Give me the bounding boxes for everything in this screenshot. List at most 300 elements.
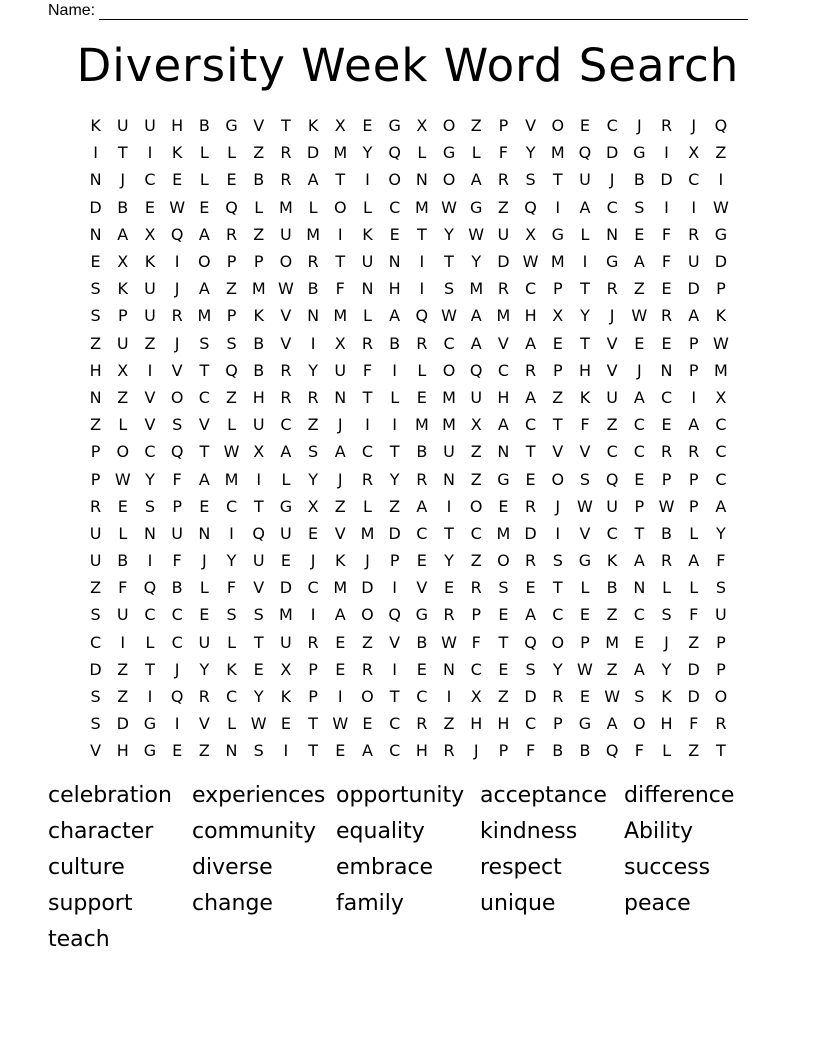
grid-letter: E [443,578,455,598]
grid-letter: P [471,605,482,625]
grid-letter: Z [117,387,129,407]
grid-letter: Q [524,632,537,652]
grid-letter: H [470,714,483,734]
grid-letter: L [580,578,590,598]
grid-letter: J [691,116,697,136]
grid-letter: Q [578,143,592,163]
grid-letter: K [171,143,183,163]
grid-letter: I [392,578,398,598]
grid-letter: D [89,197,102,217]
grid-letter: N [89,387,102,407]
grid-letter: R [606,279,618,299]
grid-letter: E [525,578,536,598]
grid-letter: V [579,442,591,462]
grid-letter: R [90,496,102,516]
grid-letter: C [198,387,210,407]
grid-letter: Z [688,632,700,652]
grid-letter: Q [469,360,483,380]
grid-letter: D [524,523,537,543]
grid-letter: S [443,279,455,299]
grid-letter: C [470,659,482,679]
grid-letter: T [498,632,509,652]
grid-letter: C [470,523,482,543]
grid-letter: Y [145,469,155,489]
grid-letter: Y [525,143,536,163]
grid-letter: Z [90,333,102,353]
grid-letter: Y [552,659,563,679]
grid-letter: J [174,659,180,679]
grid-letter: N [497,442,510,462]
grid-letter: U [144,279,156,299]
grid-letter: I [392,659,398,679]
grid-letter: I [310,333,316,353]
grid-letter: E [199,605,210,625]
grid-letter: K [226,659,237,679]
grid-letter: Z [226,387,238,407]
grid-letter: T [362,387,373,407]
grid-letter: I [691,387,697,407]
grid-letter: W [441,306,457,326]
grid-letter: R [552,687,564,707]
grid-letter: O [714,687,728,707]
grid-letter: A [715,496,727,516]
grid-letter: C [443,333,455,353]
grid-letter: E [634,469,645,489]
grid-letter: Z [633,279,645,299]
grid-letter: O [633,714,646,734]
grid-letter: G [470,197,483,217]
grid-letter: C [606,523,618,543]
grid-letter: L [199,143,209,163]
grid-letter: C [715,469,727,489]
grid-letter: S [226,333,237,353]
grid-letter: N [334,387,347,407]
grid-letter: R [225,224,238,244]
grid-letter: T [253,496,264,516]
grid-letter: H [497,714,510,734]
grid-letter: O [442,116,456,136]
grid-letter: U [606,387,619,407]
grid-letter: C [660,387,673,407]
grid-letter: T [552,415,563,435]
grid-letter: A [633,252,645,272]
word-list-item: success [624,855,711,880]
grid-letter: L [417,143,427,163]
grid-letter: E [389,224,400,244]
grid-letter: J [310,551,316,571]
grid-letter: E [579,116,591,136]
grid-letter: G [442,143,456,163]
grid-letter: G [415,605,429,625]
grid-letter: Q [170,442,184,462]
grid-letter: T [580,333,590,353]
grid-letter: M [605,632,620,652]
grid-letter: I [147,143,153,163]
grid-letter: A [416,496,428,516]
grid-letter: G [143,741,157,761]
grid-letter: K [144,252,156,272]
grid-letter: A [688,306,700,326]
grid-letter: C [606,197,618,217]
grid-letter: H [171,116,184,136]
grid-letter: R [307,387,319,407]
grid-letter: D [279,578,293,598]
grid-letter: O [361,605,374,625]
grid-letter: E [579,605,591,625]
grid-letter: A [470,170,482,190]
grid-letter: P [552,714,563,734]
grid-letter: U [116,333,129,353]
grid-letter: T [145,659,155,679]
grid-letter: Y [444,551,454,571]
grid-letter: C [90,632,102,652]
grid-letter: G [497,469,510,489]
grid-letter: M [360,523,375,543]
grid-letter: I [174,714,180,734]
grid-letter: P [688,469,699,489]
grid-letter: Q [714,116,728,136]
grid-letter: A [470,333,482,353]
grid-letter: P [253,252,264,272]
grid-letter: V [579,523,591,543]
grid-letter: N [633,578,646,598]
grid-letter: V [389,632,401,652]
grid-letter: J [174,279,180,299]
grid-letter: J [337,469,343,489]
grid-letter: O [361,687,374,707]
grid-letter: C [633,605,645,625]
grid-letter: W [658,496,675,516]
grid-letter: J [609,170,615,190]
grid-letter: W [223,442,240,462]
grid-letter: E [253,659,264,679]
grid-letter: R [361,333,374,353]
grid-letter: A [688,415,700,435]
grid-letter: S [90,306,101,326]
grid-letter: V [606,333,618,353]
grid-letter: P [498,741,509,761]
grid-letter: C [633,442,645,462]
grid-letter: C [361,442,374,462]
grid-letter: U [579,170,591,190]
grid-letter: W [712,333,729,353]
word-list-item: kindness [480,819,578,844]
grid-letter: Y [253,687,264,707]
grid-letter: M [550,252,565,272]
grid-letter: E [280,714,291,734]
grid-letter: I [147,687,153,707]
grid-letter: B [416,632,428,652]
grid-letter: B [552,741,564,761]
grid-letter: M [197,306,212,326]
grid-letter: Z [117,687,129,707]
grid-letter: Q [170,224,184,244]
grid-letter: O [279,252,293,272]
letter-grid [82,112,735,765]
grid-letter: V [253,116,265,136]
grid-letter: I [664,143,669,163]
grid-letter: H [116,741,129,761]
grid-letter: T [117,143,128,163]
grid-letter: Q [170,687,184,707]
word-list-item: support [48,891,133,916]
grid-letter: U [252,551,265,571]
grid-letter: E [172,170,183,190]
grid-letter: S [634,687,645,707]
grid-letter: H [660,714,673,734]
grid-letter: A [117,224,129,244]
grid-letter: B [253,333,265,353]
grid-letter: Y [471,252,482,272]
grid-letter: J [201,551,207,571]
grid-letter: L [390,387,400,407]
grid-letter: E [308,523,319,543]
grid-letter: S [90,279,101,299]
grid-letter: N [388,252,401,272]
grid-letter: L [363,197,372,217]
grid-letter: V [90,741,102,761]
grid-letter: M [224,469,239,489]
grid-letter: Y [308,360,318,380]
grid-letter: D [714,252,728,272]
grid-letter: D [306,143,320,163]
grid-letter: L [227,143,236,163]
grid-letter: I [664,197,669,217]
grid-letter: C [525,714,537,734]
grid-letter: T [552,170,563,190]
grid-letter: A [198,469,210,489]
grid-letter: T [308,741,318,761]
grid-letter: Z [253,224,265,244]
grid-letter: P [716,632,726,652]
grid-letter: X [144,224,156,244]
grid-letter: O [116,442,130,462]
grid-letter: C [225,496,238,516]
grid-letter: E [362,116,373,136]
grid-letter: S [579,469,591,489]
grid-letter: O [469,496,483,516]
grid-letter: I [229,523,234,543]
grid-letter: C [497,360,509,380]
grid-letter: H [388,279,401,299]
grid-letter: I [365,170,370,190]
grid-letter: Z [361,632,373,652]
grid-letter: G [605,252,619,272]
name-field-row [48,0,748,20]
grid-letter: A [688,551,700,571]
grid-letter: U [280,224,292,244]
word-list-item: unique [480,891,556,916]
grid-letter: K [362,224,373,244]
grid-letter: Q [605,741,619,761]
grid-letter: U [89,523,102,543]
grid-letter: H [415,741,428,761]
grid-letter: K [280,687,292,707]
grid-letter: T [335,170,346,190]
grid-letter: D [687,659,700,679]
grid-letter: P [552,360,563,380]
grid-letter: E [498,659,509,679]
grid-letter: P [498,116,509,136]
grid-letter: T [634,523,645,543]
grid-letter: R [280,170,292,190]
grid-letter: J [473,741,479,761]
grid-letter: B [117,197,129,217]
grid-letter: I [120,632,126,652]
grid-letter: O [497,551,510,571]
grid-letter: M [550,143,565,163]
grid-letter: I [337,224,343,244]
grid-letter: I [555,197,561,217]
grid-letter: X [307,496,319,516]
grid-letter: C [389,714,401,734]
grid-letter: E [117,496,128,516]
grid-letter: G [578,714,592,734]
word-list-item: family [336,891,404,916]
grid-letter: F [634,741,644,761]
grid-letter: T [580,279,590,299]
grid-letter: C [688,170,700,190]
grid-letter: E [579,687,591,707]
grid-letter: L [662,741,671,761]
grid-letter: R [361,469,374,489]
grid-letter: J [120,170,126,190]
grid-letter: E [661,279,672,299]
grid-letter: E [335,741,346,761]
grid-letter: R [307,252,319,272]
grid-letter: I [283,741,289,761]
grid-letter: C [307,578,319,598]
grid-letter: M [251,279,266,299]
grid-letter: N [606,224,619,244]
grid-letter: N [225,741,238,761]
grid-letter: T [716,741,726,761]
grid-letter: F [471,632,481,652]
grid-letter: Q [524,197,537,217]
grid-letter: K [90,116,101,136]
grid-letter: S [308,442,319,462]
word-list-item: acceptance [480,783,607,808]
grid-letter: F [118,578,128,598]
word-list-item: culture [48,855,125,880]
grid-letter: W [114,469,131,489]
grid-letter: N [660,360,673,380]
grid-letter: I [555,523,561,543]
grid-letter: R [280,360,292,380]
grid-letter: S [498,578,509,598]
word-list-item: experiences [192,783,326,808]
grid-letter: W [169,197,186,217]
grid-letter: R [525,496,537,516]
grid-letter: V [525,116,537,136]
grid-letter: Z [226,279,238,299]
page-title: Diversity Week Word Search [76,39,740,92]
grid-letter: R [525,551,537,571]
grid-letter: T [444,523,454,543]
grid-letter: S [525,659,536,679]
grid-letter: U [144,116,156,136]
grid-letter: F [226,578,237,598]
grid-letter: I [337,687,343,707]
grid-letter: M [306,224,320,244]
grid-letter: K [579,387,591,407]
word-list-item: teach [48,927,110,952]
grid-letter: B [171,578,183,598]
grid-letter: P [308,687,318,707]
grid-letter: Y [444,224,454,244]
grid-letter: T [308,714,318,734]
word-list-item: peace [624,891,691,916]
grid-letter: P [308,659,318,679]
grid-letter: E [661,415,672,435]
grid-letter: I [392,360,398,380]
grid-letter: J [174,333,180,353]
grid-letter: T [389,442,400,462]
grid-letter: D [660,170,673,190]
grid-letter: Y [226,551,237,571]
grid-letter: X [416,116,428,136]
grid-letter: J [664,632,669,652]
grid-letter: V [198,415,210,435]
grid-letter: Y [389,469,400,489]
grid-letter: Y [580,306,590,326]
grid-letter: J [365,551,370,571]
grid-letter: E [280,551,291,571]
grid-letter: X [280,659,292,679]
grid-letter: Z [470,551,482,571]
grid-letter: D [687,687,700,707]
grid-letter: T [389,687,400,707]
grid-letter: O [388,170,401,190]
grid-letter: I [310,605,316,625]
grid-letter: B [416,442,428,462]
grid-letter: W [441,632,457,652]
word-list-item: change [192,891,273,916]
grid-letter: X [470,415,482,435]
grid-letter: S [634,197,645,217]
grid-letter: L [227,714,236,734]
grid-letter: R [307,632,319,652]
grid-letter: M [333,578,348,598]
grid-letter: V [416,578,428,598]
grid-letter: G [714,224,728,244]
name-blank-line[interactable] [99,5,748,20]
grid-letter: O [442,170,456,190]
grid-letter: T [552,578,563,598]
grid-letter: M [333,143,348,163]
grid-letter: R [198,687,210,707]
grid-letter: V [144,415,156,435]
grid-letter: I [446,687,452,707]
grid-letter: F [689,605,699,625]
grid-letter: V [552,442,564,462]
grid-letter: F [498,143,508,163]
grid-letter: T [199,360,210,380]
grid-letter: S [172,415,183,435]
grid-letter: C [389,741,401,761]
grid-letter: I [392,415,398,435]
grid-letter: P [90,442,101,462]
grid-letter: F [716,551,726,571]
grid-letter: A [525,333,537,353]
grid-letter: C [389,197,401,217]
grid-letter: S [253,741,264,761]
grid-letter: N [89,170,102,190]
grid-letter: G [143,714,157,734]
grid-letter: L [363,306,372,326]
grid-letter: I [582,252,588,272]
grid-letter: P [226,306,237,326]
